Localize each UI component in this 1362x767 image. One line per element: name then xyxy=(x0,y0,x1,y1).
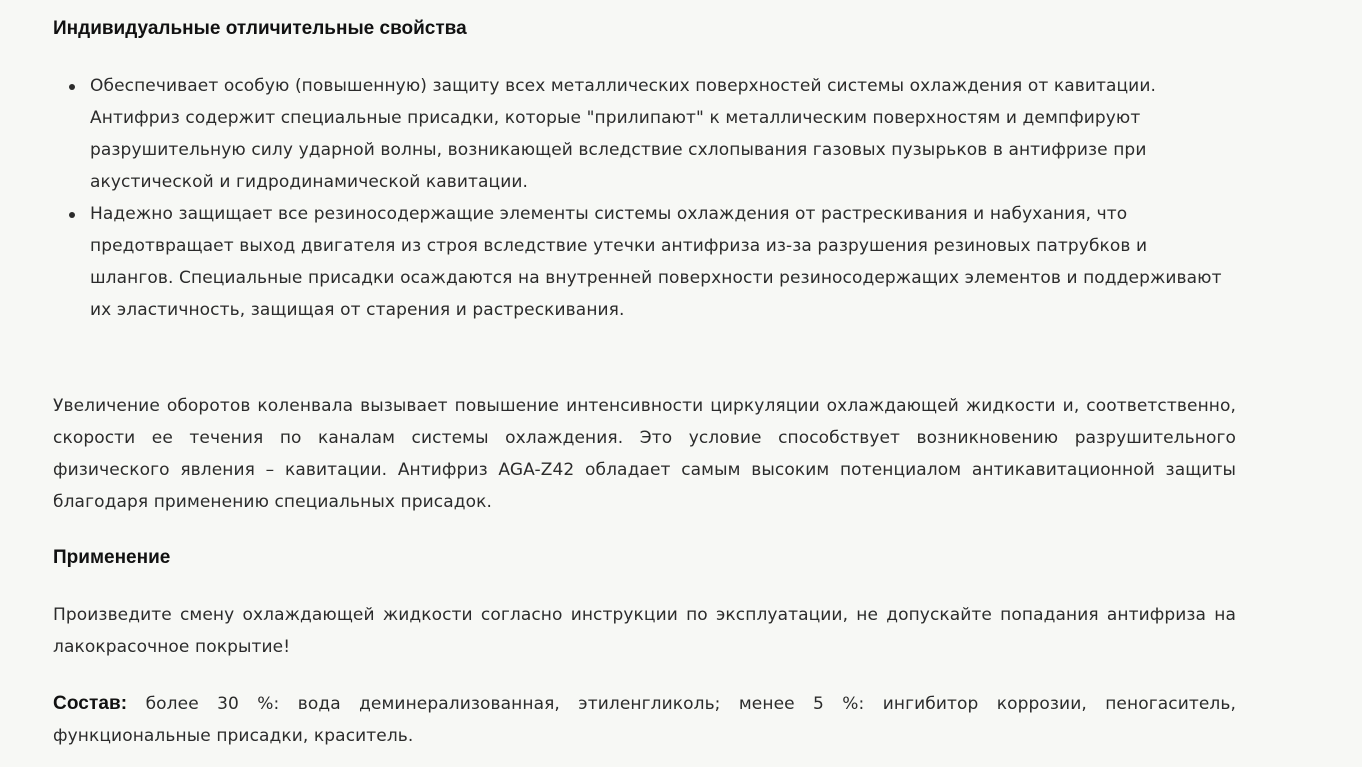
bullet-icon xyxy=(69,84,75,90)
application-paragraph: Произведите смену охлаждающей жидкости согласно инструкции по эксплуатации, не допускайте попадания антифриза на лакокрасочное покрытие! xyxy=(53,605,1236,657)
section-heading-application: Применение xyxy=(53,547,171,568)
feature-text: Надежно защищает все резиносодержащие элементы системы охлаждения от растрескивания и набухания, что предотвращает выход двигателя из строя вследствие утечки антифриза из-за разрушения резиновых патрубков и шлангов. Специальные присадки осаждаются на внутренней поверхности резиносодержащих элементов и поддерживают их эластичность, защищая от старения и растрескивания. xyxy=(90,204,1222,320)
features-list xyxy=(53,70,1236,326)
composition-text: более 30 %: вода деминерализованная, этиленгликоль; менее 5 %: ингибитор коррозии, пеногаситель, функциональные присадки, краситель. xyxy=(53,694,1236,746)
section-heading-features: Индивидуальные отличительные свойства xyxy=(53,18,467,39)
bullet-icon xyxy=(69,212,75,218)
composition-paragraph xyxy=(53,688,1236,752)
composition-label: Состав: xyxy=(53,693,128,714)
list-item xyxy=(53,70,1236,198)
cavitation-paragraph: Увеличение оборотов коленвала вызывает повышение интенсивности циркуляции охлаждающей жидкости и, соответственно, скорости ее течения по каналам системы охлаждения. Это условие способствует возникновению разрушительного физического явления – кавитации. Антифриз AGA-Z42 обладает самым высоким потенциалом антикавитационной защиты благодаря применению специальных присадок. xyxy=(53,396,1236,512)
list-item xyxy=(53,198,1236,326)
feature-text: Обеспечивает особую (повышенную) защиту всех металлических поверхностей системы охлаждения от кавитации. Антифриз содержит специальные присадки, которые "прилипают" к металлическим поверхностям и демпфируют разрушительную силу ударной волны, возникающей вследствие схлопывания газовых пузырьков в антифризе при акустической и гидродинамической кавитации. xyxy=(90,76,1156,192)
